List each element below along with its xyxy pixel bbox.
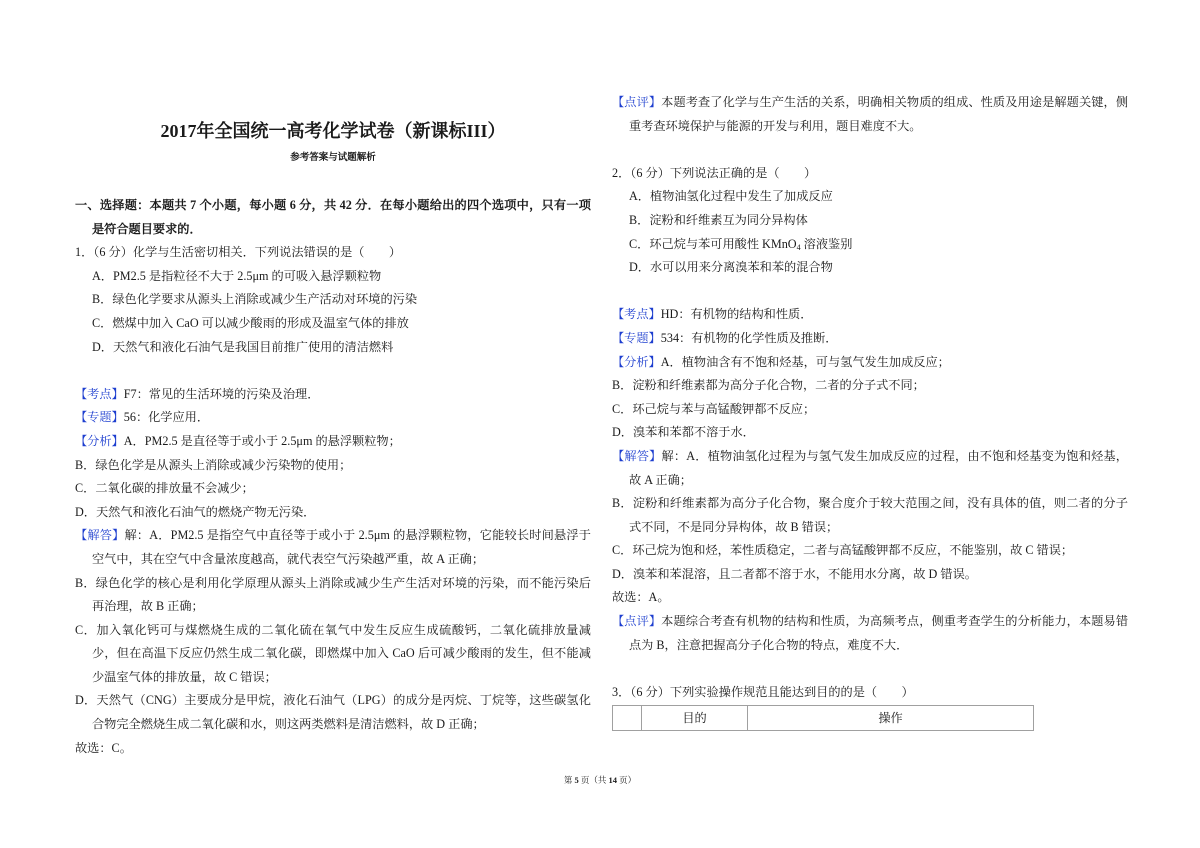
- fenxi-line-a: A．植物油含有不饱和烃基，可与氢气发生加成反应；: [660, 354, 950, 369]
- q2-answer: 故选：A。: [612, 590, 670, 605]
- q2-fenxi-line-b: B．淀粉和纤维素都为高分子化合物，二者的分子式不同；: [612, 378, 925, 393]
- table-header-blank-cell: [613, 706, 642, 731]
- zhuanti-label: 【专题】: [75, 410, 124, 425]
- q1-zhuanti: [75, 406, 591, 430]
- exam-subtitle: 参考答案与试题解析: [290, 153, 376, 163]
- q2-fenxi-line-c: C．环己烷与苯与高锰酸钾都不反应；: [612, 401, 816, 416]
- q2-option-b: B．淀粉和纤维素互为同分异构体: [629, 212, 808, 227]
- footer-text-middle: 页（共: [578, 775, 609, 785]
- kaodian-label: 【考点】: [612, 307, 661, 322]
- q1-option-b: B．绿色化学要求从源头上消除或减少生产活动对环境的污染: [92, 292, 418, 307]
- q2-option-c: [612, 233, 1128, 257]
- page-footer: [0, 774, 1200, 786]
- q3-stem: 3．（6 分）下列实验操作规范且能达到目的的是（ ）: [612, 684, 914, 699]
- q1-answer: 故选：C。: [75, 740, 132, 755]
- q2-stem: 2．（6 分）下列说法正确的是（ ）: [612, 165, 817, 180]
- footer-text-end: 页）: [617, 775, 637, 785]
- q1-jieda-line-c: C．加入氧化钙可与煤燃烧生成的二氧化硫在氧气中发生反应生成硫酸钙，二氧化硫排放量减少，但在高温下反应仍然生成二氧化碳，即燃煤中加入 CaO 后可减少酸雨的发生，但不能减少温室气体的排放量，故 C 错误；: [75, 622, 591, 684]
- q2-option-a: A．植物油氢化过程中发生了加成反应: [629, 189, 833, 204]
- kaodian-text: HD：有机物的结构和性质．: [660, 307, 813, 322]
- exam-title: 2017年全国统一高考化学试卷（新课标III）: [160, 121, 506, 141]
- dianping-text: 本题考查了化学与生产生活的关系，明确相关物质的组成、性质及用途是解题关键，侧重考查环境保护与能源的开发与利用，题目难度不大。: [629, 95, 1129, 133]
- q2-option-d: D．水可以用来分离溴苯和苯的混合物: [629, 260, 833, 275]
- dianping-text: 本题综合考查有机物的结构和性质，为高频考点，侧重考查学生的分析能力，本题易错点为 B，注意把握高分子化合物的特点，难度不大．: [629, 614, 1129, 652]
- jieda-label: 【解答】: [75, 528, 125, 543]
- fenxi-label: 【分析】: [612, 354, 661, 369]
- zhuanti-label: 【专题】: [612, 330, 661, 345]
- q1-jieda-line-d: D．天然气（CNG）主要成分是甲烷，液化石油气（LPG）的成分是丙烷、丁烷等，这些碳氢化合物完全燃烧生成二氧化碳和水，则这两类燃料是清洁燃料，故 D 正确；: [75, 693, 591, 732]
- q2-option-c-text: C．环己烷与苯可用酸性 KMnO: [629, 236, 797, 251]
- q2-fenxi-line-d: D．溴苯和苯都不溶于水．: [612, 425, 755, 440]
- zhuanti-text: 56：化学应用．: [123, 410, 210, 425]
- q1-fenxi-line-b: B．绿色化学是从源头上消除或减少污染物的使用；: [75, 457, 352, 472]
- q2-fenxi: [612, 351, 1128, 375]
- q1-jieda: [75, 524, 591, 571]
- q2-jieda: [612, 445, 1128, 492]
- footer-total-pages: 14: [608, 775, 617, 785]
- section-header: 一、选择题：本题共 7 个小题，每小题 6 分，共 42 分．在每小题给出的四个选项中，只有一项是符合题目要求的．: [75, 198, 591, 236]
- right-column: [612, 91, 1128, 731]
- q2-dianping: [612, 610, 1128, 657]
- zhuanti-text: 534：有机物的化学性质及推断．: [660, 330, 838, 345]
- q1-dianping: [612, 91, 1128, 138]
- q1-option-c: C．燃煤中加入 CaO 可以减少酸雨的形成及温室气体的排放: [92, 315, 409, 330]
- dianping-label: 【点评】: [612, 95, 662, 109]
- jieda-line-a: 解：A．PM2.5 是指空气中直径等于或小于 2.5μm 的悬浮颗粒物，它能较长时间悬浮于空气中，其在空气中含量浓度越高，就代表空气污染越严重，故 A 正确；: [92, 528, 591, 566]
- table-header-row: [613, 706, 1034, 731]
- kaodian-text: F7：常见的生活环境的污染及治理．: [123, 386, 320, 401]
- kaodian-label: 【考点】: [75, 386, 124, 401]
- fenxi-line-a: A．PM2.5 是直径等于或小于 2.5μm 的悬浮颗粒物；: [123, 433, 401, 448]
- q2-option-c-subscript: 4: [796, 242, 801, 252]
- left-column: [75, 194, 591, 760]
- q1-fenxi-line-d: D．天然气和液化石油气的燃烧产物无污染．: [75, 504, 316, 519]
- q1-jieda-line-b: B．绿色化学的核心是利用化学原理从源头上消除或减少生产生活对环境的污染，而不能污染后再治理，故 B 正确；: [75, 575, 591, 614]
- q3-table: [612, 705, 1034, 731]
- q1-kaodian: [75, 383, 591, 407]
- q1-fenxi: [75, 430, 591, 454]
- q2-option-c-text-end: 溶液鉴别: [800, 236, 853, 251]
- q1-option-a: A．PM2.5 是指粒径不大于 2.5μm 的可吸入悬浮颗粒物: [92, 268, 382, 283]
- q2-zhuanti: [612, 327, 1128, 351]
- q1-option-d: D．天然气和液化石油气是我国目前推广使用的清洁燃料: [92, 339, 394, 354]
- q2-jieda-line-b: B．淀粉和纤维素都为高分子化合物，聚合度介于较大范围之间，没有具体的值，则二者的分子式不同，不是同分异构体，故 B 错误；: [612, 496, 1128, 534]
- footer-page-number: 5: [574, 775, 579, 785]
- q2-jieda-line-d: D．溴苯和苯混溶，且二者都不溶于水，不能用水分离，故 D 错误。: [612, 566, 977, 581]
- footer-text-start: 第: [563, 775, 575, 785]
- table-header-operation: 操作: [748, 706, 1034, 731]
- dianping-label: 【点评】: [612, 614, 662, 629]
- fenxi-label: 【分析】: [75, 433, 124, 448]
- q1-fenxi-line-c: C．二氧化碳的排放量不会减少；: [75, 481, 254, 496]
- jieda-line-a: 解：A．植物油氢化过程为与氢气发生加成反应的过程，由不饱和烃基变为饱和烃基，故 A 正确；: [629, 448, 1128, 487]
- q2-kaodian: [612, 303, 1128, 327]
- jieda-label: 【解答】: [612, 448, 662, 463]
- table-header-purpose: 目的: [642, 706, 748, 731]
- q2-jieda-line-c: C．环己烷为饱和烃，苯性质稳定，二者与高锰酸钾都不反应，不能鉴别，故 C 错误；: [612, 543, 1074, 558]
- q1-stem: 1．（6 分）化学与生活密切相关．下列说法错误的是（ ）: [75, 245, 402, 260]
